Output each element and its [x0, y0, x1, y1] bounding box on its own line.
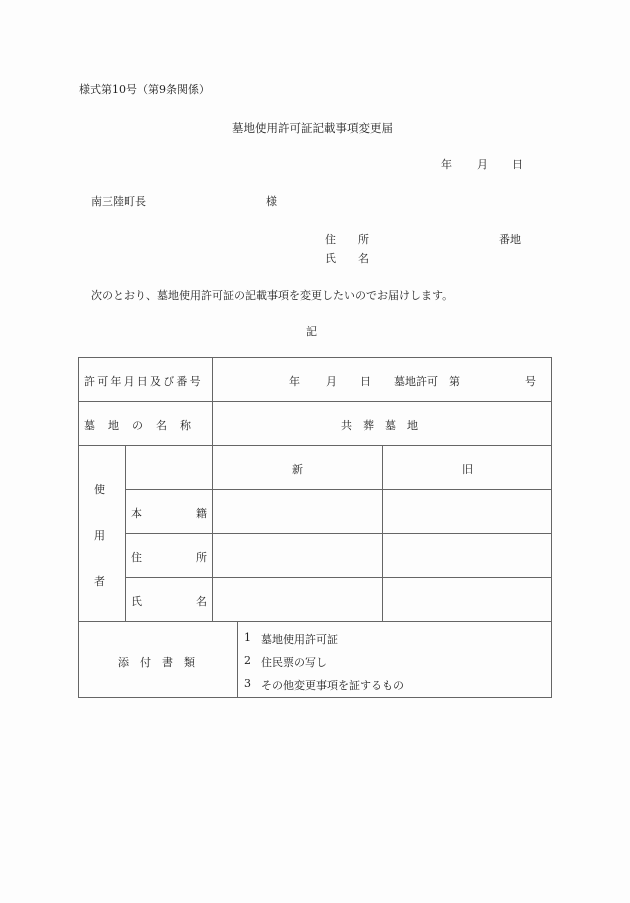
date-day-label: 日 [512, 158, 523, 171]
table-col-divider [125, 445, 126, 621]
permit-label: 許可年月日及び番号 [84, 375, 203, 388]
ki-heading: 記 [306, 325, 317, 338]
table-divider [78, 445, 552, 446]
attachment-item: その他変更事項を証するもの [261, 679, 404, 692]
document-title: 墓地使用許可証記載事項変更届 [232, 121, 393, 135]
user-group-label-1: 使 [94, 483, 105, 496]
table-border-top [78, 357, 552, 358]
user-group-label-2: 用 [94, 529, 105, 542]
applicant-name-label: 氏 名 [325, 252, 369, 265]
table-divider [78, 621, 552, 622]
attachment-num: 1 [244, 631, 251, 644]
address-old-field[interactable] [383, 534, 551, 577]
permit-text: 墓地許可 第 [394, 375, 460, 388]
address-new-field[interactable] [213, 534, 382, 577]
cemetery-name-value: 共 葬 墓 地 [341, 419, 418, 432]
addressee-name: 南三陸町長 [91, 195, 146, 208]
attachment-num: 3 [244, 677, 251, 690]
row-honseki-label-right: 籍 [196, 507, 207, 520]
table-border-right [551, 357, 552, 698]
name-old-field[interactable] [383, 578, 551, 621]
table-col-divider [237, 621, 238, 697]
addressee-honorific: 様 [266, 195, 277, 208]
form-number: 様式第10号（第9条関係） [79, 83, 210, 96]
table-border-left [78, 357, 79, 698]
permit-day-label: 日 [360, 375, 371, 388]
applicant-address-suffix: 番地 [499, 233, 521, 246]
honseki-old-field[interactable] [383, 490, 551, 533]
name-new-field[interactable] [213, 578, 382, 621]
cemetery-name-label: 墓 地 の 名 称 [84, 419, 192, 432]
attachment-item: 墓地使用許可証 [261, 633, 338, 646]
header-old: 旧 [462, 463, 473, 476]
honseki-new-field[interactable] [213, 490, 382, 533]
row-address-label-left: 住 [131, 551, 142, 564]
permit-month-label: 月 [326, 375, 337, 388]
header-new: 新 [292, 463, 303, 476]
row-address-label-right: 所 [196, 551, 207, 564]
row-name-label-right: 名 [196, 595, 207, 608]
user-group-label-3: 者 [94, 575, 105, 588]
applicant-address-label: 住 所 [325, 233, 369, 246]
date-year-label: 年 [441, 158, 452, 171]
permit-number-suffix: 号 [525, 375, 536, 388]
attachment-item: 住民票の写し [261, 656, 327, 669]
date-month-label: 月 [477, 158, 488, 171]
permit-year-label: 年 [289, 375, 300, 388]
table-divider [78, 401, 552, 402]
row-honseki-label-left: 本 [131, 507, 142, 520]
attachments-label: 添 付 書 類 [118, 656, 195, 669]
statement-text: 次のとおり、墓地使用許可証の記載事項を変更したいのでお届けします。 [91, 289, 454, 302]
attachment-num: 2 [244, 654, 251, 667]
row-name-label-left: 氏 [131, 595, 142, 608]
table-border-bottom [78, 697, 552, 698]
